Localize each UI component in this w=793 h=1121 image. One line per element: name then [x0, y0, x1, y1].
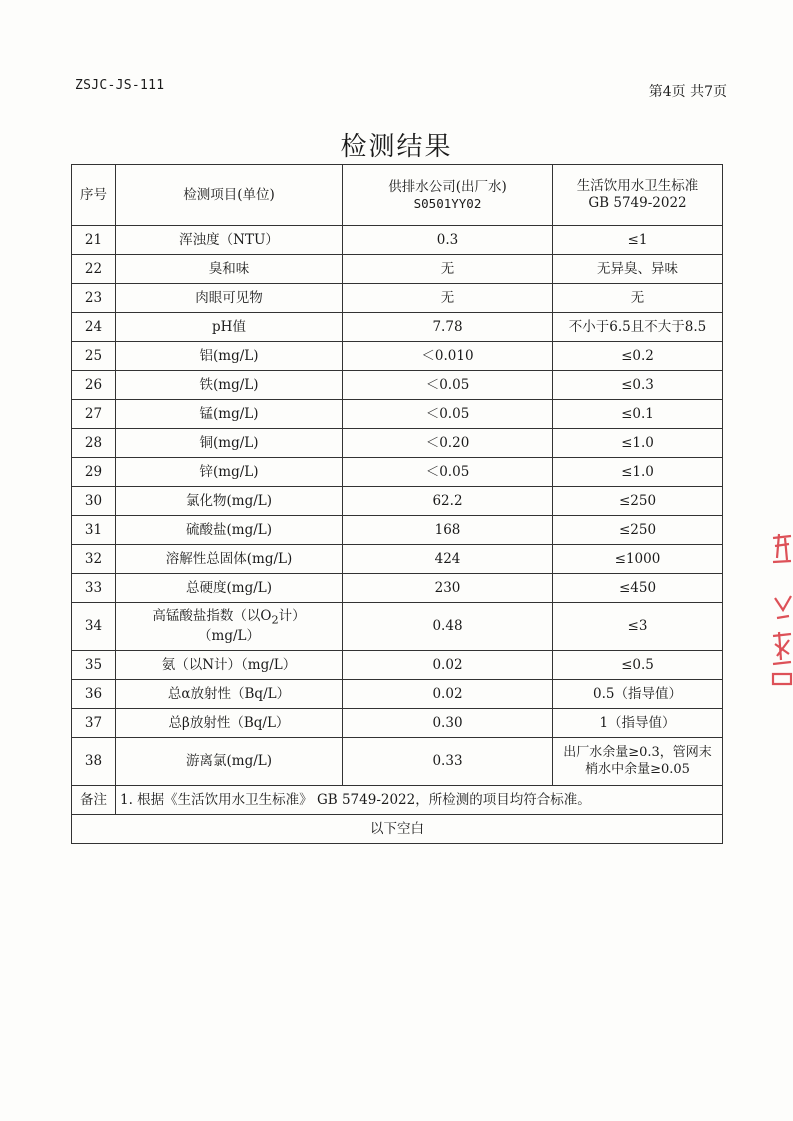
row-seq: 37	[72, 709, 116, 738]
header-item: 检测项目(单位)	[116, 165, 343, 226]
row-result: 424	[343, 545, 553, 574]
row-limit: ≤450	[553, 574, 723, 603]
document-code: ZSJC-JS-111	[75, 78, 165, 93]
row-limit: ≤3	[553, 603, 723, 651]
row-item	[116, 603, 343, 651]
row-limit: ≤1000	[553, 545, 723, 574]
row-result: 0.02	[343, 651, 553, 680]
results-table	[71, 164, 723, 844]
table-row	[72, 226, 723, 255]
row-item: 总β放射性（Bq/L）	[116, 709, 343, 738]
row-limit: ≤250	[553, 487, 723, 516]
row-item: 铜(mg/L)	[116, 429, 343, 458]
row-item: 铝(mg/L)	[116, 342, 343, 371]
row-item: 硫酸盐(mg/L)	[116, 516, 343, 545]
table-row	[72, 342, 723, 371]
table-row	[72, 574, 723, 603]
row-item: 锌(mg/L)	[116, 458, 343, 487]
row-item: 铁(mg/L)	[116, 371, 343, 400]
row-seq: 35	[72, 651, 116, 680]
row-limit: 无异臭、异味	[553, 255, 723, 284]
remarks-label: 备注	[72, 786, 116, 815]
header-sample-code: S0501YY02	[413, 195, 482, 211]
row-item: 游离氯(mg/L)	[116, 738, 343, 786]
row-limit: 1（指导值）	[553, 709, 723, 738]
row-result: 0.48	[343, 603, 553, 651]
row-result: 7.78	[343, 313, 553, 342]
row-seq: 21	[72, 226, 116, 255]
row-result: 62.2	[343, 487, 553, 516]
row-seq: 27	[72, 400, 116, 429]
row-result: ＜0.20	[343, 429, 553, 458]
row-item-subscript: 2	[271, 613, 279, 627]
row-seq: 29	[72, 458, 116, 487]
table-row	[72, 680, 723, 709]
row-seq: 26	[72, 371, 116, 400]
row-result: ＜0.05	[343, 371, 553, 400]
table-row	[72, 255, 723, 284]
row-seq: 34	[72, 603, 116, 651]
row-limit	[553, 738, 723, 786]
header-seq: 序号	[72, 165, 116, 226]
table-row	[72, 458, 723, 487]
table-row	[72, 738, 723, 786]
row-item: 总α放射性（Bq/L）	[116, 680, 343, 709]
row-seq: 25	[72, 342, 116, 371]
table-row	[72, 284, 723, 313]
row-item: 肉眼可见物	[116, 284, 343, 313]
row-item: 溶解性总固体(mg/L)	[116, 545, 343, 574]
row-result: 0.33	[343, 738, 553, 786]
remarks-row	[72, 786, 723, 815]
row-seq: 32	[72, 545, 116, 574]
row-result: 无	[343, 284, 553, 313]
row-seq: 36	[72, 680, 116, 709]
row-result: ＜0.010	[343, 342, 553, 371]
seal-stamp-fragment	[769, 528, 793, 690]
table-row	[72, 429, 723, 458]
row-result: 0.02	[343, 680, 553, 709]
page-title: 检测结果	[340, 132, 453, 162]
table-row	[72, 400, 723, 429]
row-item: 臭和味	[116, 255, 343, 284]
row-result: 0.3	[343, 226, 553, 255]
header-sample-name: 供排水公司(出厂水)	[388, 178, 507, 195]
row-seq: 33	[72, 574, 116, 603]
table-row	[72, 651, 723, 680]
row-item: 浑浊度（NTU）	[116, 226, 343, 255]
row-result: ＜0.05	[343, 400, 553, 429]
row-result: 168	[343, 516, 553, 545]
row-result: 230	[343, 574, 553, 603]
row-limit: ≤1.0	[553, 458, 723, 487]
table-row	[72, 545, 723, 574]
row-seq: 23	[72, 284, 116, 313]
blank-row	[72, 815, 723, 844]
row-item-text: 计）	[278, 608, 306, 625]
row-item-line2: （mg/L）	[198, 627, 260, 644]
table-row	[72, 603, 723, 651]
row-seq: 38	[72, 738, 116, 786]
header-standard-name: 生活饮用水卫生标准	[576, 178, 699, 195]
row-item: 氯化物(mg/L)	[116, 487, 343, 516]
row-item: 总硬度(mg/L)	[116, 574, 343, 603]
header-standard-code: GB 5749-2022	[588, 195, 687, 211]
table-row	[72, 709, 723, 738]
row-limit: ≤0.2	[553, 342, 723, 371]
row-limit-line: 梢水中余量≥0.05	[585, 761, 690, 777]
row-result: ＜0.05	[343, 458, 553, 487]
row-limit: 0.5（指导值）	[553, 680, 723, 709]
row-seq: 30	[72, 487, 116, 516]
row-limit: ≤1	[553, 226, 723, 255]
row-limit: ≤0.5	[553, 651, 723, 680]
row-limit: ≤0.3	[553, 371, 723, 400]
row-limit: 无	[553, 284, 723, 313]
table-row	[72, 313, 723, 342]
header-standard	[553, 165, 723, 226]
row-limit: ≤0.1	[553, 400, 723, 429]
row-seq: 28	[72, 429, 116, 458]
blank-below-text: 以下空白	[72, 815, 723, 844]
table-row	[72, 487, 723, 516]
table-row	[72, 371, 723, 400]
row-seq: 24	[72, 313, 116, 342]
row-item: pH值	[116, 313, 343, 342]
row-item: 氨（以N计）（mg/L）	[116, 651, 343, 680]
table-header-row	[72, 165, 723, 226]
row-item: 锰(mg/L)	[116, 400, 343, 429]
row-seq: 31	[72, 516, 116, 545]
row-result: 无	[343, 255, 553, 284]
row-limit: ≤1.0	[553, 429, 723, 458]
row-seq: 22	[72, 255, 116, 284]
row-limit: ≤250	[553, 516, 723, 545]
row-result: 0.30	[343, 709, 553, 738]
table-row	[72, 516, 723, 545]
row-item-line1	[119, 608, 339, 628]
page-number: 第4页 共7页	[648, 84, 727, 100]
row-item-text: 高锰酸盐指数（以O	[152, 608, 272, 625]
remarks-text: 1. 根据《生活饮用水卫生标准》 GB 5749-2022，所检测的项目均符合标准。	[116, 786, 723, 815]
header-sample	[343, 165, 553, 226]
row-limit: 不小于6.5且不大于8.5	[553, 313, 723, 342]
row-limit-line: 出厂水余量≥0.3，管网末	[563, 745, 712, 761]
